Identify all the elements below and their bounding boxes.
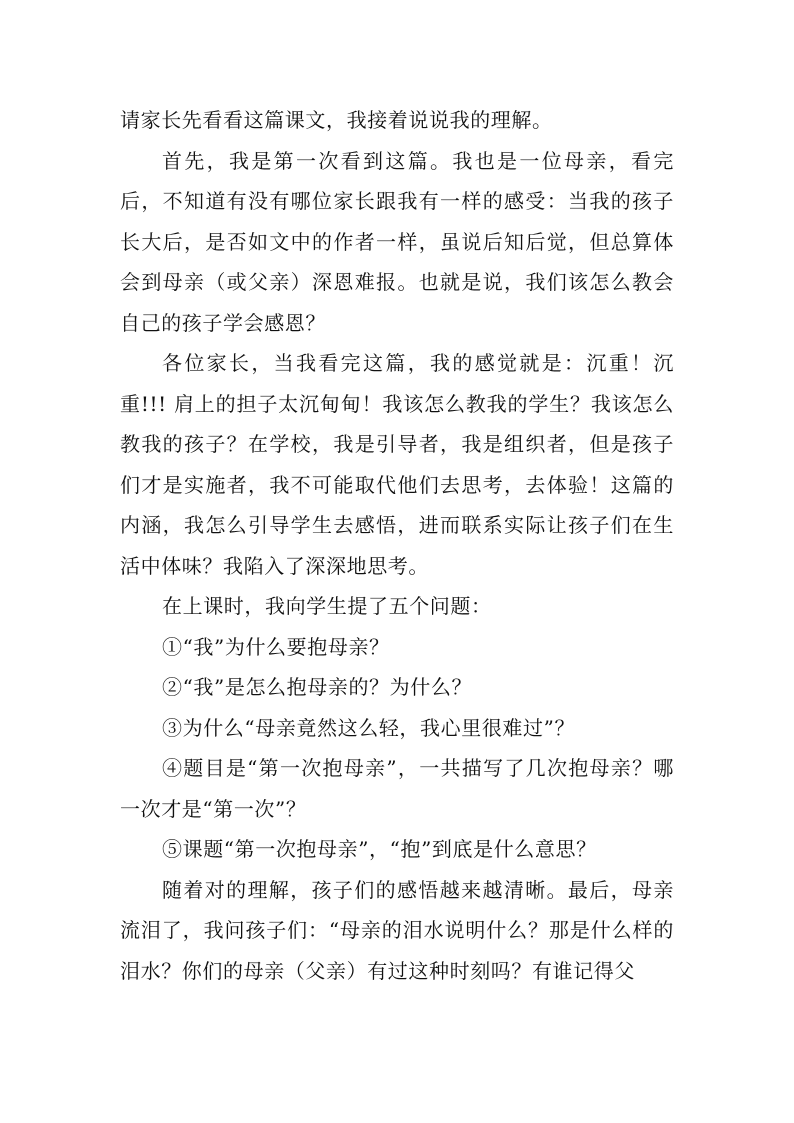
question-3: ③为什么“母亲竟然这么轻，我心里很难过”？ [162, 715, 576, 740]
paragraph-questions-intro: 在上课时，我向学生提了五个问题： [162, 594, 492, 618]
paragraph-last: 随着对的理解，孩子们的感悟越来越清晰。最后，母亲流泪了，我问孩子们：“母亲的泪水说明什么？那是什么样的泪水？你们的母亲（父亲）有过这种时刻吗？有谁记得父 [120, 877, 674, 983]
question-2: ②“我”是怎么抱母亲的？为什么？ [162, 675, 473, 699]
question-5: ⑤课题“第一次抱母亲”，“抱”到底是什么意思？ [162, 837, 597, 861]
paragraph-intro: 请家长先看看这篇课文，我接着说说我的理解。 [120, 108, 553, 132]
document-body [120, 100, 674, 991]
question-4: ④题目是“第一次抱母亲”，一共描写了几次抱母亲？哪一次才是“第一次”？ [120, 756, 674, 821]
paragraph-second: 各位家长，当我看完这篇，我的感觉就是：沉重！沉重!!! 肩上的担子太沉甸甸！我该怎么教我的学生？我该怎么教我的孩子？在学校，我是引导者，我是组织者，但是孩子们才是实施者，我不可能取代他们去思考，去体验！这篇的内涵，我怎么引导学生去感悟，进而联系实际让孩子们在生活中体味？我陷入了深深地思考。 [120, 351, 674, 578]
paragraph-first: 首先，我是第一次看到这篇。我也是一位母亲，看完后，不知道有没有哪位家长跟我有一样的感受：当我的孩子长大后，是否如文中的作者一样，虽说后知后觉，但总算体会到母亲（或父亲）深恩难报。也就是说，我们该怎么教会自己的孩子学会感恩？ [120, 148, 674, 335]
question-1: ①“我”为什么要抱母亲？ [162, 634, 390, 659]
